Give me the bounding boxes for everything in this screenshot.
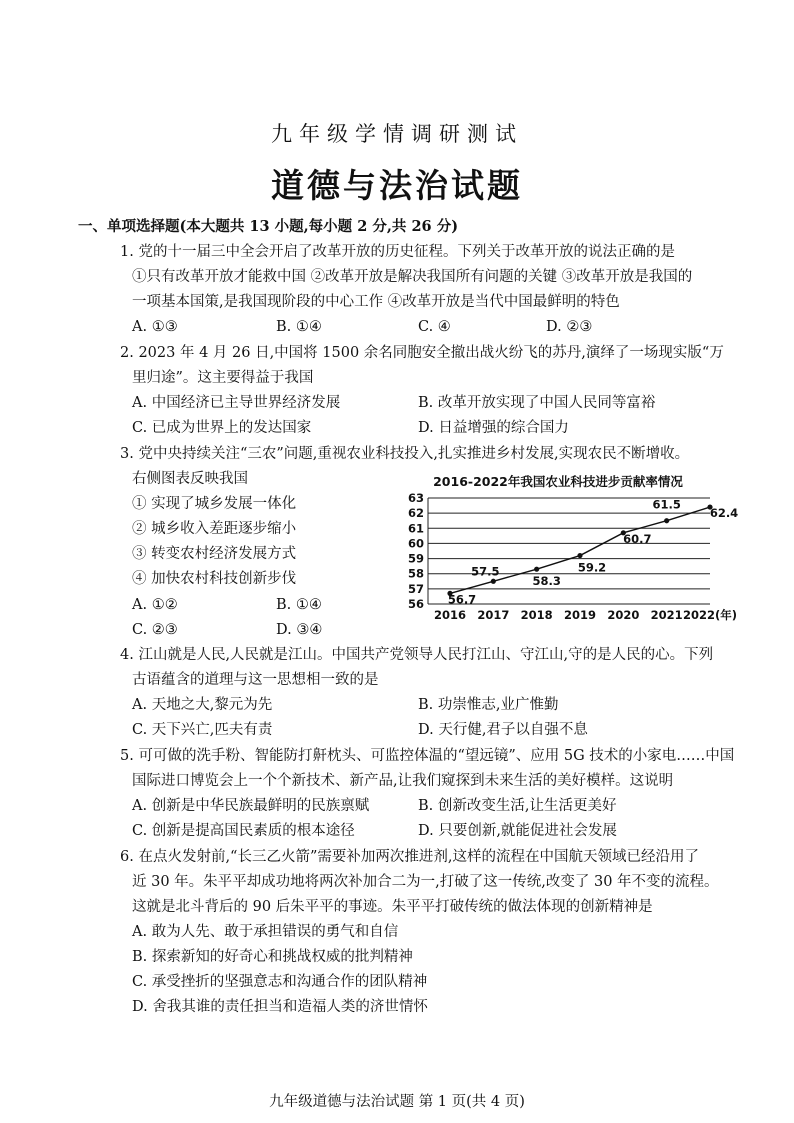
q3-option-c: C. ②③ (132, 622, 178, 638)
data-label: 56.7 (447, 592, 477, 607)
data-label: 59.2 (577, 560, 607, 575)
q3-option-a: A. ①② (132, 597, 178, 613)
q1-option-a: A. ①③ (132, 319, 178, 335)
x-tick-label: 2017 (477, 608, 510, 622)
chart-title: 2016-2022年我国农业科技进步贡献率情况 (433, 474, 683, 489)
q6-stem-line: 这就是北斗背后的 90 后朱平平的事迹。朱平平打破传统的做法体现的创新精神是 (132, 899, 653, 915)
q6-stem-line: 6. 在点火发射前,“长三乙火箭”需要补加两次推进剂,这样的流程在中国航天领域已经沿用了 (120, 849, 699, 865)
y-tick-label: 62 (407, 506, 424, 521)
y-tick-label: 58 (407, 566, 424, 581)
q1-stem-line: 1. 党的十一届三中全会开启了改革开放的历史征程。下列关于改革开放的说法正确的是 (120, 244, 675, 260)
q6-option-b: B. 探索新知的好奇心和挑战权威的批判精神 (132, 949, 413, 965)
q6-option-c: C. 承受挫折的坚强意志和沟通合作的团队精神 (132, 974, 428, 990)
data-label: 60.7 (623, 531, 652, 546)
x-tick-label: 2021 (650, 608, 683, 622)
q5-option-b: B. 创新改变生活,让生活更美好 (418, 798, 617, 814)
data-point (577, 553, 582, 558)
q3-option-b: B. ①④ (276, 597, 322, 613)
q3-stem-line: 右侧图表反映我国 (132, 471, 248, 487)
data-label: 58.3 (532, 574, 561, 589)
q2-option-b: B. 改革开放实现了中国人民同等富裕 (418, 395, 656, 411)
q4-option-b: B. 功崇惟志,业广惟勤 (418, 697, 559, 713)
q4-option-a: A. 天地之大,黎元为先 (132, 697, 273, 713)
x-tick-label: 2020 (607, 608, 640, 622)
q5-option-a: A. 创新是中华民族最鲜明的民族禀赋 (132, 798, 370, 814)
q5-option-d: D. 只要创新,就能促进社会发展 (418, 823, 617, 839)
q3-statement-1: ① 实现了城乡发展一体化 (132, 496, 297, 512)
section-heading: 一、单项选择题(本大题共 13 小题,每小题 2 分,共 26 分) (78, 218, 459, 235)
data-label: 62.4 (709, 506, 739, 521)
y-tick-label: 59 (407, 551, 424, 566)
q1-option-c: C. ④ (418, 319, 451, 335)
q3-option-d: D. ③④ (276, 622, 323, 638)
q4-option-d: D. 天行健,君子以自强不息 (418, 722, 588, 738)
data-point (491, 579, 496, 584)
data-point (664, 518, 669, 523)
q6-option-a: A. 敢为人先、敢于承担错误的勇气和自信 (132, 924, 399, 940)
exam-title: 九年级学情调研测试 (271, 122, 523, 146)
data-point (534, 567, 539, 572)
y-tick-label: 56 (407, 597, 424, 611)
data-label: 61.5 (652, 497, 681, 512)
q2-option-a: A. 中国经济已主导世界经济发展 (132, 395, 341, 411)
q2-option-c: C. 已成为世界上的发达国家 (132, 420, 312, 436)
q2-stem-line: 里归途”。这主要得益于我国 (132, 370, 314, 386)
y-tick-label: 63 (407, 491, 424, 505)
x-tick-label: 2019 (563, 608, 597, 622)
q5-option-c: C. 创新是提高国民素质的根本途径 (132, 823, 355, 839)
q6-stem-line: 近 30 年。朱平平却成功地将两次补加合二为一,打破了这一传统,改变了 30 年不变的流程。 (132, 874, 719, 890)
q1-stem-line: ①只有改革开放才能救中国 ②改革开放是解决我国所有问题的关键 ③改革开放是我国的 (132, 269, 693, 285)
q4-option-c: C. 天下兴亡,匹夫有责 (132, 722, 273, 738)
q4-stem-line: 古语蕴含的道理与这一思想相一致的是 (132, 672, 379, 688)
x-tick-label: 2022(年) (682, 608, 738, 622)
q5-stem-line: 5. 可可做的洗手粉、智能防打鼾枕头、可监控体温的“望远镜”、应用 5G 技术的小家电……中国 (120, 748, 735, 764)
q3-statement-3: ③ 转变农村经济发展方式 (132, 546, 297, 562)
q2-stem-line: 2. 2023 年 4 月 26 日,中国将 1500 余名同胞安全撤出战火纷飞的苏丹,演绎了一场现实版“万 (120, 345, 724, 361)
q5-stem-line: 国际进口博览会上一个个新技术、新产品,让我们窥探到未来生活的美好模样。这说明 (132, 773, 674, 789)
q4-stem-line: 4. 江山就是人民,人民就是江山。中国共产党领导人民打江山、守江山,守的是人民的心。下列 (120, 647, 714, 663)
q1-option-b: B. ①④ (276, 319, 322, 335)
q1-stem-line: 一项基本国策,是我国现阶段的中心工作 ④改革开放是当代中国最鲜明的特色 (132, 294, 620, 310)
x-tick-label: 2016 (433, 608, 467, 622)
q2-option-d: D. 日益增强的综合国力 (418, 420, 569, 436)
q3-statement-4: ④ 加快农村科技创新步伐 (132, 571, 297, 587)
x-tick-label: 2018 (520, 608, 553, 622)
series-line (450, 507, 710, 593)
y-tick-label: 57 (407, 581, 424, 596)
y-tick-label: 60 (407, 536, 424, 551)
y-tick-label: 61 (407, 521, 424, 536)
q3-statement-2: ② 城乡收入差距逐步缩小 (132, 521, 297, 537)
q1-option-d: D. ②③ (546, 319, 593, 335)
agri-tech-contribution-chart (400, 470, 739, 624)
q3-stem-line: 3. 党中央持续关注“三农”问题,重视农业科技投入,扎实推进乡村发展,实现农民不断增收。 (120, 446, 690, 462)
subject-title: 道德与法治试题 (271, 166, 523, 205)
q6-option-d: D. 舍我其谁的责任担当和造福人类的济世情怀 (132, 999, 428, 1015)
data-label: 57.5 (471, 564, 500, 579)
page-footer: 九年级道德与法治试题 第 1 页(共 4 页) (269, 1094, 525, 1110)
